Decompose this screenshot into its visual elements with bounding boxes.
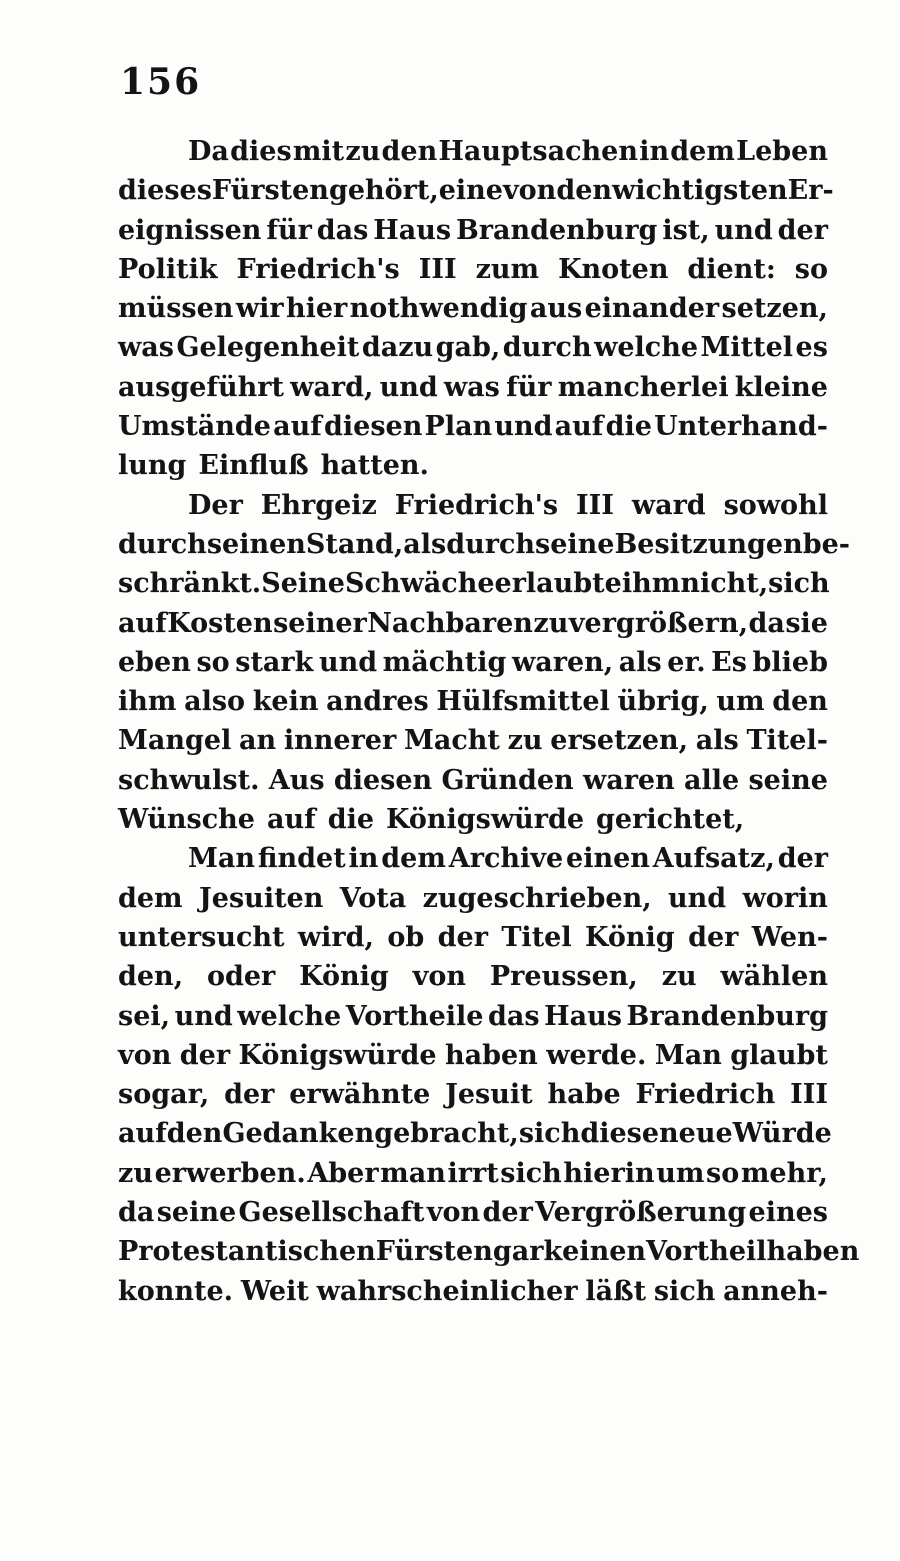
word: Einfluß bbox=[198, 450, 309, 482]
word: er. bbox=[667, 646, 706, 678]
word: in bbox=[639, 136, 670, 167]
word: so bbox=[794, 253, 828, 285]
text-line bbox=[118, 368, 828, 407]
word: wir bbox=[235, 293, 284, 325]
word: den bbox=[381, 136, 438, 167]
word: Mittel bbox=[700, 332, 794, 364]
word: einen bbox=[566, 843, 650, 875]
word: und bbox=[494, 411, 553, 443]
word: ausgeführt bbox=[118, 371, 284, 403]
text-line bbox=[118, 918, 828, 957]
word: Vota bbox=[339, 882, 407, 914]
text-line bbox=[118, 721, 828, 760]
word: erwerben. bbox=[154, 1157, 306, 1189]
word: der bbox=[688, 921, 739, 953]
word: Brandenburg bbox=[455, 214, 658, 246]
text-line bbox=[118, 564, 828, 603]
word: auf bbox=[554, 411, 604, 443]
word: mit bbox=[292, 136, 345, 167]
word: Da bbox=[188, 136, 229, 167]
word: was bbox=[443, 371, 500, 403]
word: Macht bbox=[403, 725, 500, 757]
word: Knoten bbox=[558, 253, 669, 285]
word: Kosten bbox=[167, 607, 273, 639]
word: die bbox=[327, 804, 375, 836]
word: zum bbox=[475, 253, 540, 285]
word: schränkt. bbox=[118, 568, 262, 600]
word: hatten. bbox=[320, 450, 429, 482]
word: wahrscheinlicher bbox=[316, 1275, 578, 1307]
word: hier bbox=[285, 293, 348, 325]
word: Vortheile bbox=[345, 1000, 484, 1032]
word: wählen bbox=[720, 961, 828, 993]
word: und bbox=[379, 371, 438, 403]
word: blieb bbox=[752, 646, 828, 678]
word: also bbox=[184, 686, 246, 718]
word: der bbox=[777, 843, 828, 875]
word: auf bbox=[118, 607, 167, 639]
word: als bbox=[695, 725, 739, 757]
word: ward, bbox=[290, 371, 374, 403]
word: gab, bbox=[435, 332, 501, 364]
word: sowohl bbox=[723, 489, 828, 521]
word: Archive bbox=[448, 843, 564, 875]
word: von bbox=[412, 961, 466, 993]
word: einander bbox=[584, 293, 720, 325]
word: Friedrich's bbox=[236, 253, 400, 285]
word: neue bbox=[659, 1118, 733, 1150]
word: und bbox=[668, 882, 727, 914]
word: mächtig bbox=[382, 646, 507, 678]
word: sei, bbox=[118, 1000, 171, 1032]
word: seine bbox=[748, 764, 828, 796]
word: der bbox=[482, 1197, 533, 1229]
word: Mangel bbox=[118, 725, 232, 757]
text-line bbox=[118, 486, 828, 525]
word: der bbox=[224, 1079, 275, 1111]
word: nicht, bbox=[680, 568, 769, 600]
body-text bbox=[118, 132, 860, 1311]
word: mancherlei bbox=[557, 371, 729, 403]
text-line bbox=[118, 1272, 828, 1311]
word: durch bbox=[118, 528, 207, 560]
word: Weit bbox=[240, 1275, 309, 1307]
text-line bbox=[118, 643, 828, 682]
word: dies bbox=[230, 136, 292, 167]
word: auf bbox=[118, 1118, 167, 1150]
text-line bbox=[118, 997, 828, 1036]
word: läßt bbox=[585, 1275, 647, 1307]
word: müssen bbox=[118, 293, 234, 325]
word: zu bbox=[118, 1157, 153, 1189]
word: haben bbox=[445, 1039, 538, 1071]
word: Vortheil bbox=[646, 1236, 767, 1268]
word: dazu bbox=[361, 332, 434, 364]
word: Hülfsmittel bbox=[436, 686, 610, 718]
word: konnte. bbox=[118, 1275, 234, 1307]
word: Fürsten bbox=[375, 1236, 493, 1268]
word: stark bbox=[235, 646, 314, 678]
word: aus bbox=[529, 293, 583, 325]
word: glaubt bbox=[730, 1039, 828, 1071]
word: durch bbox=[446, 528, 536, 560]
word: innerer bbox=[283, 725, 397, 757]
word: in bbox=[348, 843, 379, 875]
word: ob bbox=[387, 921, 425, 953]
word: Haus bbox=[544, 1000, 622, 1032]
word: für bbox=[506, 371, 552, 403]
text-line bbox=[118, 839, 828, 878]
word: Jesuit bbox=[445, 1079, 533, 1111]
text-line bbox=[118, 250, 828, 289]
word: Er- bbox=[787, 175, 834, 207]
word: Königswürde bbox=[386, 804, 585, 836]
word: dient: bbox=[687, 253, 776, 285]
word: dem bbox=[118, 882, 183, 914]
word: Gründen bbox=[441, 764, 574, 796]
word: diese bbox=[580, 1118, 660, 1150]
word: Seine bbox=[261, 568, 345, 600]
word: Jesuiten bbox=[199, 882, 324, 914]
word: ist, bbox=[662, 214, 710, 246]
word: sogar, bbox=[118, 1079, 210, 1111]
word: Titel- bbox=[746, 725, 828, 757]
word: Hauptsachen bbox=[438, 136, 638, 167]
word: gebracht, bbox=[374, 1118, 519, 1150]
word: gar bbox=[492, 1236, 544, 1268]
word: und bbox=[174, 1000, 233, 1032]
word: dem bbox=[670, 136, 735, 167]
word: der bbox=[437, 921, 488, 953]
text-line bbox=[118, 289, 828, 328]
word: nothwendig bbox=[349, 293, 528, 325]
word: findet bbox=[257, 843, 346, 875]
word: eben bbox=[118, 646, 191, 678]
word: seiner bbox=[273, 607, 367, 639]
word: um bbox=[716, 686, 765, 718]
page-number: 156 bbox=[120, 61, 202, 103]
word: den bbox=[556, 175, 612, 207]
word: Gelegenheit bbox=[176, 332, 360, 364]
word: wird, bbox=[297, 921, 374, 953]
word: das bbox=[488, 1000, 540, 1032]
word: eine bbox=[438, 175, 503, 207]
word: erwähnte bbox=[289, 1079, 431, 1111]
word: von bbox=[118, 1039, 172, 1071]
word: Besitzungen bbox=[614, 528, 803, 560]
word: ward bbox=[631, 489, 706, 521]
word: Ehrgeiz bbox=[260, 489, 377, 521]
word: welche bbox=[237, 1000, 342, 1032]
word: den, bbox=[118, 961, 184, 993]
word: Königswürde bbox=[238, 1039, 437, 1071]
word: Brandenburg bbox=[626, 1000, 828, 1032]
word: was bbox=[118, 332, 174, 364]
word: Gesellschaft bbox=[238, 1197, 425, 1229]
word: so bbox=[706, 1157, 740, 1189]
word: den bbox=[166, 1118, 223, 1150]
word: an bbox=[239, 725, 277, 757]
text-line bbox=[118, 328, 828, 367]
word: Umstände bbox=[118, 411, 271, 443]
text-line bbox=[118, 407, 828, 446]
word: so bbox=[196, 646, 230, 678]
word: alle bbox=[684, 764, 740, 796]
word: kein bbox=[252, 686, 319, 718]
word: seine bbox=[156, 1197, 237, 1229]
word: Nachbaren bbox=[367, 607, 533, 639]
word: waren bbox=[582, 764, 675, 796]
word: zu bbox=[345, 136, 381, 167]
text-line bbox=[118, 171, 834, 210]
word: den bbox=[772, 686, 828, 718]
word: ersetzen, bbox=[550, 725, 689, 757]
word: Stand, bbox=[305, 528, 404, 560]
word: III bbox=[790, 1079, 828, 1111]
word: als bbox=[618, 646, 662, 678]
word: Protestantischen bbox=[118, 1236, 376, 1268]
word: dieses bbox=[118, 175, 212, 207]
word: ihm bbox=[118, 686, 177, 718]
text-line bbox=[118, 800, 828, 839]
word: wichtigsten bbox=[612, 175, 788, 207]
word: die bbox=[605, 411, 652, 443]
word: Politik bbox=[118, 253, 218, 285]
text-line bbox=[118, 132, 828, 171]
word: man bbox=[380, 1157, 446, 1189]
word: diesen bbox=[324, 411, 423, 443]
word: König bbox=[585, 921, 675, 953]
text-line bbox=[118, 525, 850, 564]
word: worin bbox=[742, 882, 828, 914]
word: als bbox=[403, 528, 447, 560]
text-line bbox=[118, 957, 828, 996]
word: um bbox=[656, 1157, 705, 1189]
text-line bbox=[118, 1075, 828, 1114]
word: da bbox=[118, 1197, 155, 1229]
word: Haus bbox=[373, 214, 452, 246]
word: Der bbox=[188, 489, 243, 521]
word: von bbox=[426, 1197, 481, 1229]
word: durch bbox=[502, 332, 592, 364]
text-line bbox=[118, 1232, 860, 1271]
text-line bbox=[118, 211, 828, 250]
word: haben bbox=[766, 1236, 860, 1268]
word: dem bbox=[381, 843, 446, 875]
word: keinen bbox=[543, 1236, 647, 1268]
word: seinen bbox=[206, 528, 306, 560]
word: sich bbox=[768, 568, 830, 600]
text-line bbox=[118, 1036, 828, 1075]
word: sie bbox=[785, 607, 828, 639]
word: irrt bbox=[447, 1157, 499, 1189]
word: seine bbox=[535, 528, 615, 560]
word: Man bbox=[188, 843, 256, 875]
word: lung bbox=[118, 450, 187, 482]
word: auf bbox=[266, 804, 316, 836]
word: Wünsche bbox=[118, 804, 255, 836]
word: sich bbox=[500, 1157, 562, 1189]
word: gerichtet, bbox=[596, 804, 745, 836]
word: III bbox=[418, 253, 457, 285]
word: Titel bbox=[501, 921, 572, 953]
text-line bbox=[118, 446, 828, 485]
word: oder bbox=[206, 961, 276, 993]
word: werde. bbox=[546, 1039, 647, 1071]
word: sich bbox=[518, 1118, 581, 1150]
word: das bbox=[316, 214, 369, 246]
word: sich bbox=[653, 1275, 716, 1307]
word: Schwäche bbox=[344, 568, 495, 600]
word: Aber bbox=[307, 1157, 379, 1189]
word: andres bbox=[326, 686, 429, 718]
word: Aufsatz, bbox=[652, 843, 775, 875]
word: kleine bbox=[734, 371, 828, 403]
text-line bbox=[118, 1114, 832, 1153]
word: eines bbox=[748, 1197, 828, 1229]
text-line bbox=[118, 761, 828, 800]
word: zu bbox=[661, 961, 697, 993]
word: auf bbox=[273, 411, 322, 443]
word: Fürsten bbox=[211, 175, 329, 207]
word: mehr, bbox=[740, 1157, 828, 1189]
word: der bbox=[777, 214, 828, 246]
word: es bbox=[795, 332, 828, 364]
word: Leben bbox=[736, 136, 828, 167]
word: habe bbox=[547, 1079, 621, 1111]
word: erlaubte bbox=[494, 568, 622, 600]
word: Vergrößerung bbox=[535, 1197, 747, 1229]
word: König bbox=[299, 961, 389, 993]
word: setzen, bbox=[721, 293, 828, 325]
word: Unterhand- bbox=[654, 411, 828, 443]
word: von bbox=[502, 175, 557, 207]
word: Es bbox=[711, 646, 747, 678]
word: Würde bbox=[732, 1118, 832, 1150]
word: Aus bbox=[268, 764, 325, 796]
word: zu bbox=[507, 725, 543, 757]
word: diesen bbox=[333, 764, 433, 796]
word: Preussen, bbox=[489, 961, 638, 993]
word: III bbox=[576, 489, 614, 521]
text-line bbox=[118, 604, 828, 643]
text-line bbox=[118, 1154, 828, 1193]
word: welche bbox=[594, 332, 699, 364]
word: Gedanken bbox=[222, 1118, 375, 1150]
word: ihm bbox=[621, 568, 681, 600]
word: Man bbox=[654, 1039, 722, 1071]
text-line bbox=[118, 1193, 828, 1232]
word: eignissen bbox=[118, 214, 262, 246]
word: für bbox=[266, 214, 312, 246]
word: zu bbox=[533, 607, 569, 639]
word: gehört, bbox=[328, 175, 439, 207]
word: schwulst. bbox=[118, 764, 260, 796]
word: der bbox=[179, 1039, 231, 1071]
word: waren, bbox=[511, 646, 614, 678]
word: Wen- bbox=[751, 921, 828, 953]
word: anneh- bbox=[723, 1275, 828, 1307]
word: zugeschrieben, bbox=[422, 882, 652, 914]
text-line bbox=[118, 879, 828, 918]
word: Friedrich bbox=[635, 1079, 776, 1111]
word: da bbox=[748, 607, 785, 639]
text-line bbox=[118, 682, 828, 721]
word: übrig, bbox=[617, 686, 709, 718]
word: be- bbox=[802, 528, 850, 560]
word: Friedrich's bbox=[394, 489, 559, 521]
word: und bbox=[714, 214, 773, 246]
word: hierin bbox=[563, 1157, 655, 1189]
word: Plan bbox=[424, 411, 493, 443]
word: vergrößern, bbox=[568, 607, 748, 639]
word: und bbox=[318, 646, 378, 678]
word: untersucht bbox=[118, 921, 285, 953]
